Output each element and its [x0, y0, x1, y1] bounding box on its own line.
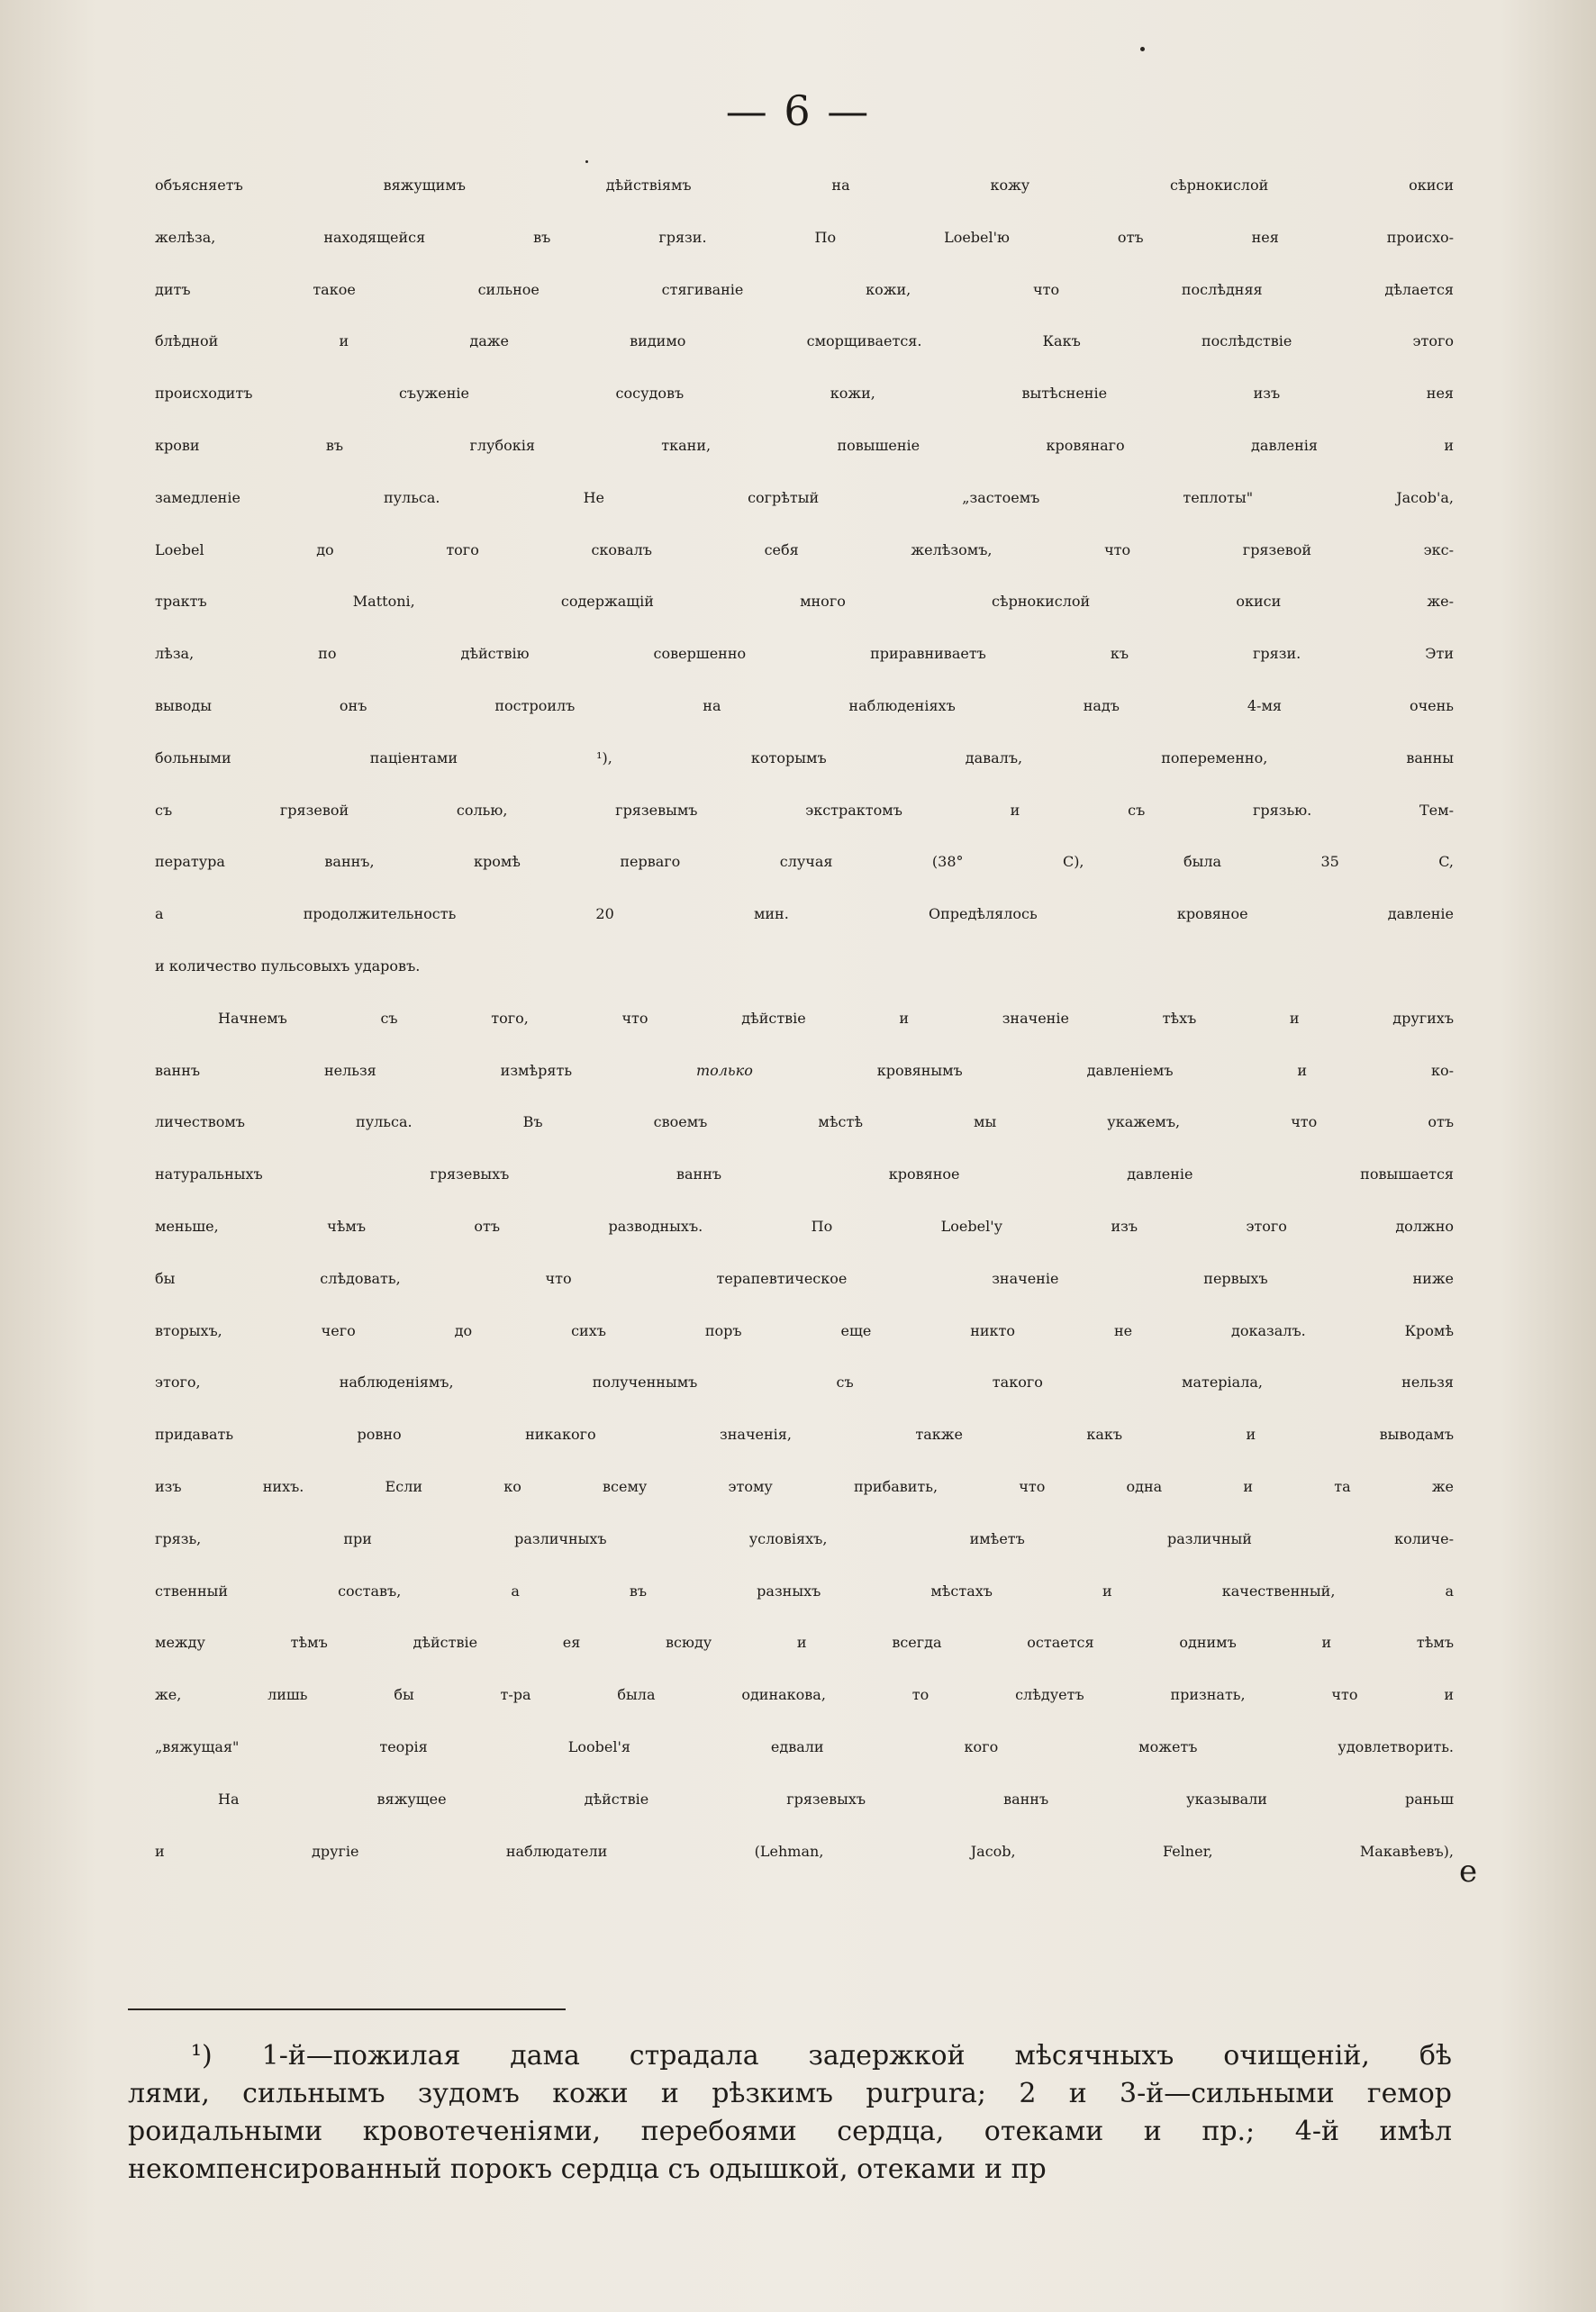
text-line: Начнемъ съ того, что дѣйствіе и значеніе тѣхъ и другихъ — [218, 1009, 1454, 1027]
text-line: „вяжущая" теорія Loobel'я едвали кого можетъ удовлетворить. — [155, 1737, 1454, 1755]
text-line: лѣза, по дѣйствію совершенно приравниваетъ къ грязи. Эти — [155, 645, 1454, 663]
text-line: замедленіе пульса. Не согрѣтый „застоемъ теплоты" Jacob'а, — [155, 488, 1454, 506]
text-line: бы слѣдовать, что терапевтическое значеніе первыхъ ниже — [155, 1269, 1454, 1287]
text-line: объясняетъ вяжущимъ дѣйствіямъ на кожу сѣрнокислой окиси — [155, 177, 1454, 194]
text-line: а продолжительность 20 мин. Опредѣлялось кровяное давленіе — [155, 905, 1454, 923]
text-line: Loebel до того сковалъ себя желѣзомъ, что грязевой экс- — [155, 540, 1454, 558]
paragraph-2 — [155, 1010, 1454, 1791]
text-line: изъ нихъ. Если ко всему этому прибавить, что одна и та же — [155, 1477, 1454, 1495]
paragraph-1 — [155, 177, 1454, 1010]
text-line: этого, наблюденіямъ, полученнымъ съ такого матеріала, нельзя — [155, 1374, 1454, 1392]
footnote-line: ¹) 1-й—пожилая дама страдала задержкой мѣсячныхъ очищеній, бѣ — [191, 2040, 1452, 2072]
text-line: больными пацiентами ¹), которымъ давалъ, попеременно, ванны — [155, 748, 1454, 766]
text-line: ственный составъ, а въ разныхъ мѣстахъ и качественный, а — [155, 1582, 1454, 1600]
text-line: блѣдной и даже видимо сморщивается. Какъ послѣдствіе этого — [155, 332, 1454, 350]
footnote-divider — [128, 2008, 566, 2010]
text-line: вторыхъ, чего до сихъ поръ еще никто не доказалъ. Кромѣ — [155, 1321, 1454, 1339]
text-line: происходитъ съуженіе сосудовъ кожи, вытѣсненіе изъ нея — [155, 385, 1454, 403]
text-line: личествомъ пульса. Въ своемъ мѣстѣ мы укажемъ, что отъ — [155, 1113, 1454, 1131]
text-line: пература ваннъ, кромѣ перваго случая (38° C), была 35 C, — [155, 853, 1454, 871]
paragraph-3 — [155, 1791, 1454, 1895]
italic-emphasis: только — [695, 1061, 753, 1079]
footnote-line: лями, сильнымъ зудомъ кожи и рѣзкимъ purpura; 2 и 3-й—сильными гемор — [128, 2078, 1452, 2109]
text-line: и другіе наблюдатели (Lehman, Jacob, Felner, Макавѣевъ), — [155, 1842, 1454, 1860]
text-line: съ грязевой солью, грязевымъ экстрактомъ и съ грязью. Тем- — [155, 801, 1454, 819]
text-line-with-emphasis — [155, 1062, 1454, 1114]
paper-speck — [1140, 47, 1145, 51]
text-line: и количество пульсовыхъ ударовъ. — [155, 957, 421, 975]
main-text — [155, 177, 1454, 1894]
text-line: между тѣмъ дѣйствіе ея всюду и всегда остается однимъ и тѣмъ — [155, 1634, 1454, 1652]
paper-speck — [585, 160, 588, 163]
text-line: дитъ такое сильное стягиваніе кожи, что послѣдняя дѣлается — [155, 280, 1454, 298]
text-line: желѣза, находящейся въ грязи. По Loebel'ю отъ нея происхо- — [155, 228, 1454, 246]
footnote-line: роидальными кровотеченіями, перебоями сердца, отеками и пр.; 4-й имѣл — [128, 2116, 1452, 2147]
margin-letter: е — [1459, 1854, 1478, 1890]
text-fragment: кровянымъ давленіемъ и ко- — [876, 1061, 1454, 1079]
text-line: трактъ Mattoni, содержащій много сѣрнокислой окиси же- — [155, 593, 1454, 611]
text-line: выводы онъ построилъ на наблюденіяхъ надъ 4-мя очень — [155, 696, 1454, 714]
text-line: же, лишь бы т-ра была одинакова, то слѣдуетъ признать, что и — [155, 1686, 1454, 1704]
text-line: натуральныхъ грязевыхъ ваннъ кровяное давленіе повышается — [155, 1165, 1454, 1183]
text-line: крови въ глубокія ткани, повышеніе кровянаго давленія и — [155, 436, 1454, 454]
footnote — [128, 2037, 1452, 2189]
page-number: — 6 — — [725, 86, 871, 135]
text-line: меньше, чѣмъ отъ разводныхъ. По Loebel'у изъ этого должно — [155, 1217, 1454, 1235]
text-line: На вяжущее дѣйствіе грязевыхъ ваннъ указывали раньш — [218, 1790, 1454, 1808]
footnote-line: некомпенсированный порокъ сердца съ одышкой, отеками и пр — [128, 2153, 1047, 2185]
text-line: придавать ровно никакого значенія, также какъ и выводамъ — [155, 1426, 1454, 1444]
text-line: грязь, при различныхъ условіяхъ, имѣетъ различный количе- — [155, 1529, 1454, 1547]
text-fragment: ваннъ нельзя измѣрять — [155, 1061, 573, 1079]
